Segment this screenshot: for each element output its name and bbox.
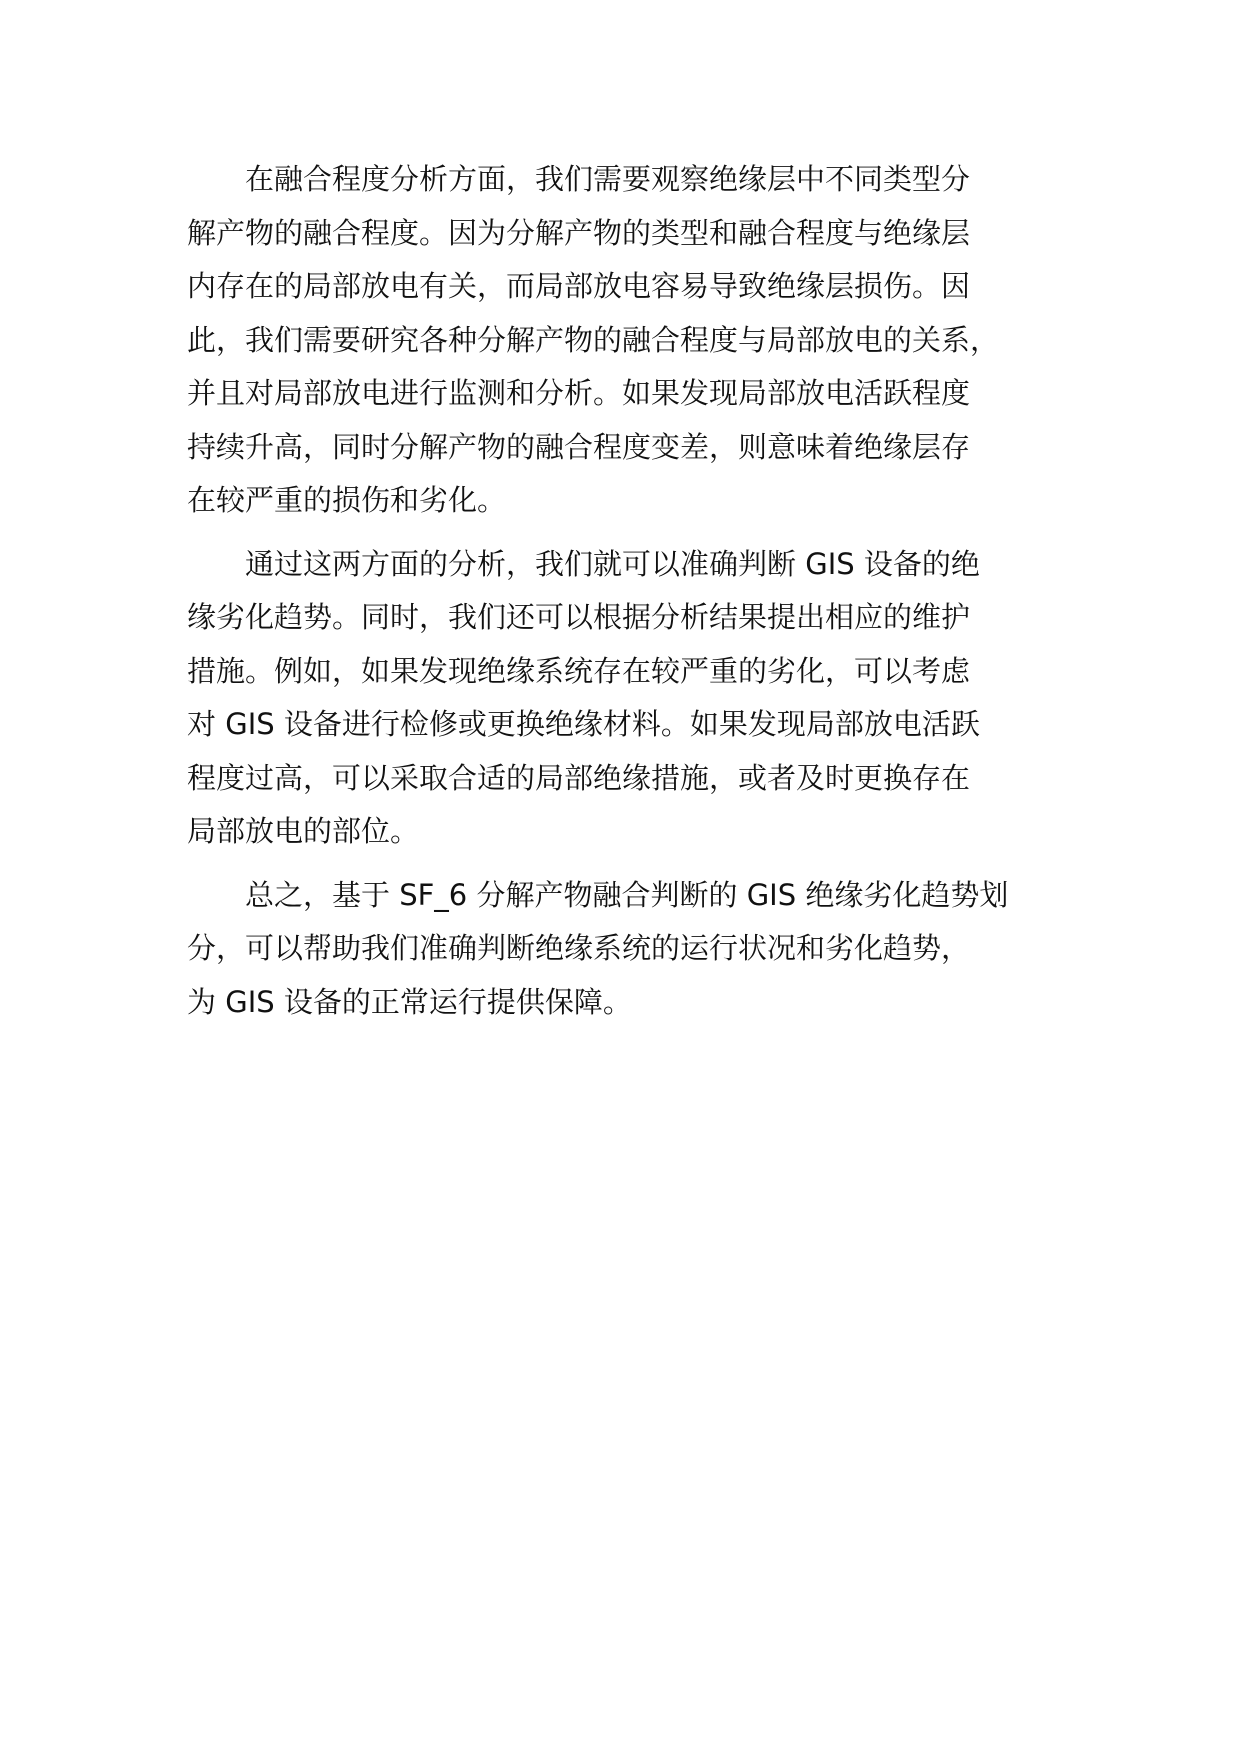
text-line: 措施。例如，如果发现绝缘系统存在较严重的劣化，可以考虑	[187, 653, 971, 688]
text-line: 局部放电的部位。	[187, 814, 420, 848]
text-line: 通过这两方面的分析，我们就可以准确判断 GIS 设备的绝	[245, 546, 980, 581]
text-line: 在较严重的损伤和劣化。	[187, 483, 507, 517]
text-line: 程度过高，可以采取合适的局部绝缘措施，或者及时更换存在	[187, 760, 971, 795]
text-line: 并且对局部放电进行监测和分析。如果发现局部放电活跃程度	[187, 376, 971, 410]
document-body	[187, 153, 1087, 1029]
text-line: 对 GIS 设备进行检修或更换绝缘材料。如果发现局部放电活跃	[187, 707, 980, 741]
text-line: 总之，基于 SF_6 分解产物融合判断的 GIS 绝缘劣化趋势划	[245, 877, 1009, 912]
text-line: 在融合程度分析方面，我们需要观察绝缘层中不同类型分	[245, 162, 971, 196]
text-line: 持续升高，同时分解产物的融合程度变差，则意味着绝缘层存	[187, 429, 971, 464]
text-line: 缘劣化趋势。同时，我们还可以根据分析结果提出相应的维护	[187, 600, 971, 634]
text-line: 分，可以帮助我们准确判断绝缘系统的运行状况和劣化趋势，	[187, 931, 971, 965]
paragraph-conclusion	[187, 869, 1087, 1030]
text-line: 此，我们需要研究各种分解产物的融合程度与局部放电的关系，	[187, 322, 1000, 357]
text-line: 为 GIS 设备的正常运行提供保障。	[187, 984, 632, 1019]
text-line: 内存在的局部放电有关，而局部放电容易导致绝缘层损伤。因	[187, 269, 971, 303]
text-line: 解产物的融合程度。因为分解产物的类型和融合程度与绝缘层	[187, 215, 971, 250]
paragraph-fusion-analysis	[187, 153, 1087, 528]
paragraph-maintenance-measures	[187, 538, 1087, 859]
